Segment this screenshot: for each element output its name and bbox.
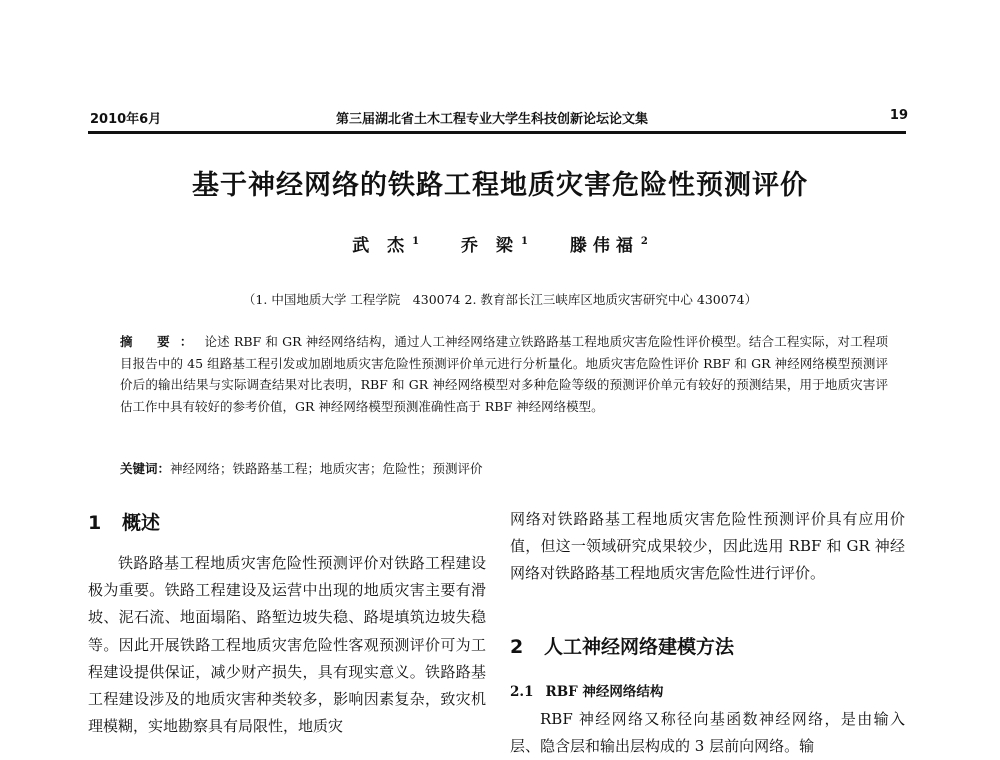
section-title: 人工神经网络建模方法 [544,636,735,658]
paper-title: 基于神经网络的铁路工程地质灾害危险性预测评价 [192,170,808,201]
abstract-label: 摘 要： [120,334,203,349]
author: 乔 梁 $^1$ [461,236,528,256]
keywords [120,459,888,477]
author-list [0,231,1000,256]
subsection-number: 2.1 [510,684,534,700]
section-number: 2 [510,636,524,658]
affiliation: （1. 中国地质大学 工程学院 430074 2. 教育部长江三峡库区地质灾害研究中心 430074） [242,292,758,307]
author: 武 杰 $^1$ [352,236,420,256]
header-date: 2010年6月 [90,112,162,127]
right-column-lower [510,706,905,760]
subsection-title: RBF 神经网络结构 [545,684,664,700]
header-journal-title: 第三届湖北省土木工程专业大学生科技创新论坛论文集 [336,112,649,127]
right-column [510,506,905,588]
abstract-text: 论述 RBF 和 GR 神经网络结构，通过人工神经网络建立铁路路基工程地质灾害危险性评价模型。结合工程实际，对工程项目报告中的 45 组路基工程引发或加剧地质灾害危险性预测评价单元进行分析量化。地质灾害危险性评价 RBF 和 GR 神经网络模型预测评价后的输出结果与实际调查结果对比表明，RBF 和 GR 神经网络模型对多种危险等级的预测评价单元有较好的预测结果，用于地质灾害评估工作中具有较好的参考价值，GR 神经网络模型预测准确性高于 RBF 神经网络模型。 [120,334,888,414]
header-page-number: 19 [889,108,908,123]
body-paragraph: 铁路路基工程地质灾害危险性预测评价对铁路工程建设极为重要。铁路工程建设及运营中出现的地质灾害主要有滑坡、泥石流、地面塌陷、路堑边坡失稳、路堤填筑边坡失稳等。因此开展铁路工程地质灾害危险性客观预测评价可为工程建设提供保证，减少财产损失，具有现实意义。铁路路基工程建设涉及的地质灾害种类较多，影响因素复杂，致灾机理模糊，实地勘察具有局限性，地质灾 [88,554,486,736]
subsection-heading [510,680,663,700]
section-title: 概述 [122,512,161,534]
left-column [88,550,486,740]
body-paragraph: RBF 神经网络又称径向基函数神经网络，是由输入层、隐含层和输出层构成的 3 层前向网络。输 [510,710,905,756]
section-number: 1 [88,512,102,534]
section-heading [88,508,160,535]
body-paragraph: 网络对铁路路基工程地质灾害危险性预测评价具有应用价值，但这一领域研究成果较少，因此选用 RBF 和 GR 神经网络对铁路路基工程地质灾害危险性进行评价。 [510,510,905,583]
keywords-text: 神经网络；铁路路基工程；地质灾害；危险性；预测评价 [170,461,483,476]
author: 滕伟福 $^2$ [569,236,648,256]
section-heading [510,632,734,659]
header-rule [88,131,906,134]
keywords-label: 关键词： [120,461,171,476]
abstract [120,331,888,417]
